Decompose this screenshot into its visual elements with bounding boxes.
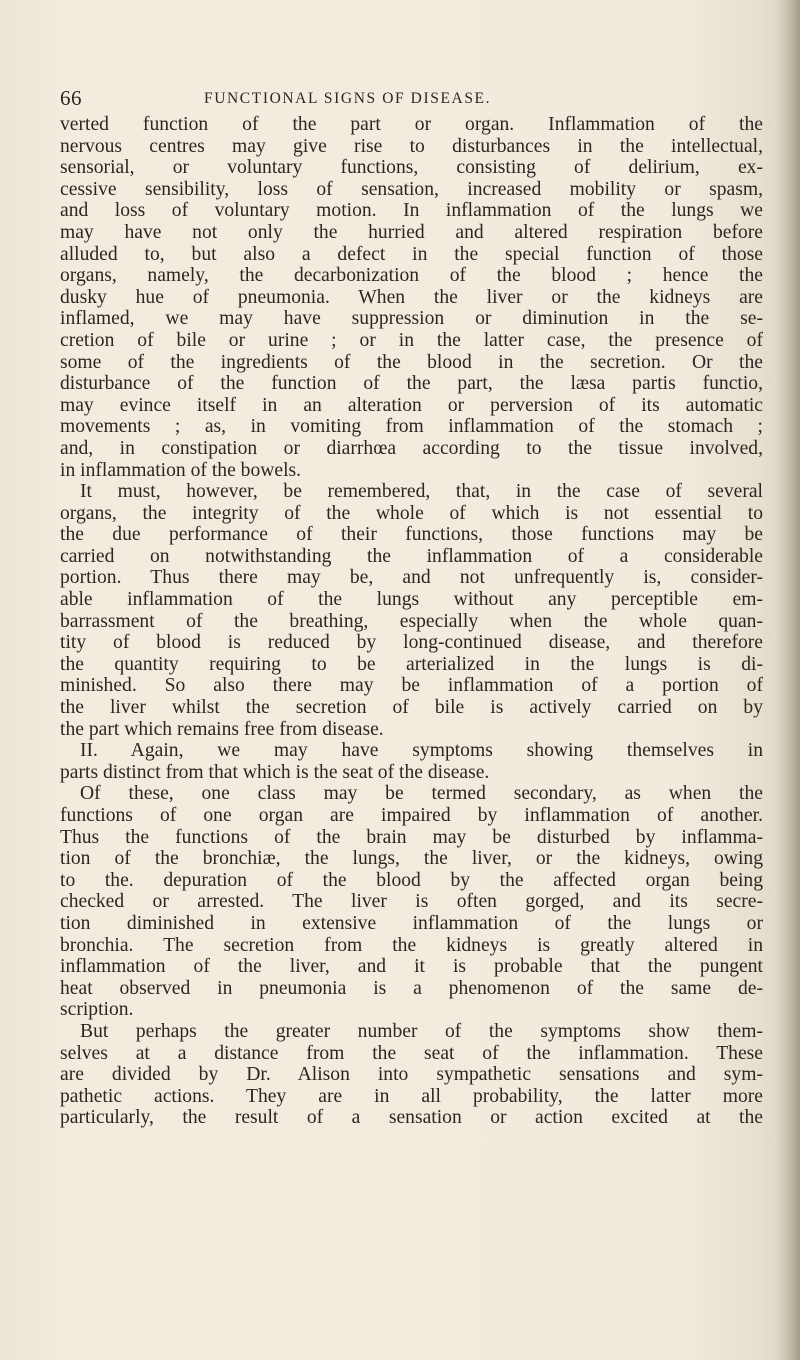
text-line: able inflammation of the lungs without any perceptible em- [60, 589, 763, 611]
text-line: pathetic actions. They are in all probability, the latter more [60, 1085, 763, 1107]
page-number: 66 [60, 86, 82, 110]
text-line: and loss of voluntary motion. In inflammation of the lungs we [60, 200, 763, 222]
running-title: FUNCTIONAL SIGNS OF DISEASE. [204, 90, 492, 107]
text-line: scription. [60, 999, 134, 1021]
text-line: heat observed in pneumonia is a phenomenon of the same de- [60, 977, 763, 999]
text-line: are divided by Dr. Alison into sympathetic sensations and sym- [60, 1064, 763, 1086]
text-line: But perhaps the greater number of the symptoms show them- [80, 1020, 763, 1042]
text-line: may evince itself in an alteration or perversion of its automatic [60, 394, 763, 416]
text-line: Of these, one class may be termed secondary, as when the [80, 783, 763, 805]
text-line: may have not only the hurried and altered respiration before [60, 221, 763, 243]
text-line: bronchia. The secretion from the kidneys is greatly altered in [60, 934, 763, 956]
text-line: barrassment of the breathing, especially when the whole quan- [60, 610, 763, 632]
text-line: sensorial, or voluntary functions, consisting of delirium, ex- [60, 157, 763, 179]
text-line: nervous centres may give rise to disturbances in the intellectual, [60, 135, 763, 157]
text-line: to the. depuration of the blood by the affected organ being [60, 869, 763, 891]
text-line: organs, the integrity of the whole of which is not essential to [60, 502, 763, 524]
text-line: It must, however, be remembered, that, in the case of several [80, 481, 763, 503]
body-text [60, 114, 763, 1129]
text-line: particularly, the result of a sensation or action excited at the [60, 1107, 763, 1129]
text-line: carried on notwithstanding the inflammation of a considerable [60, 545, 763, 567]
text-line: selves at a distance from the seat of the inflammation. These [60, 1042, 763, 1064]
text-line: inflammation of the liver, and it is probable that the pungent [60, 956, 763, 978]
text-line: alluded to, but also a defect in the special function of those [60, 243, 763, 265]
text-line: verted function of the part or organ. Inflammation of the [60, 114, 763, 135]
text-line: cretion of bile or urine ; or in the latter case, the presence of [60, 329, 763, 351]
text-line: tion of the bronchiæ, the lungs, the liver, or the kidneys, owing [60, 848, 763, 870]
text-line: movements ; as, in vomiting from inflammation of the stomach ; [60, 416, 763, 438]
text-line: cessive sensibility, loss of sensation, increased mobility or spasm, [60, 178, 763, 200]
text-line: functions of one organ are impaired by inflammation of another. [60, 805, 763, 826]
text-line: disturbance of the function of the part, the læsa partis functio, [60, 373, 763, 395]
text-line: parts distinct from that which is the seat of the disease. [60, 761, 490, 783]
text-line: the due performance of their functions, those functions may be [60, 524, 763, 546]
page-edge-shadow [774, 0, 800, 1360]
text-line: tion diminished in extensive inflammation of the lungs or [60, 912, 763, 934]
text-line: tity of blood is reduced by long-continued disease, and therefore [60, 632, 763, 654]
text-line: the liver whilst the secretion of bile is actively carried on by [60, 697, 763, 719]
text-line: inflamed, we may have suppression or diminution in the se- [60, 308, 763, 330]
text-line: II. Again, we may have symptoms showing themselves in [80, 740, 763, 762]
page-header [60, 86, 760, 116]
text-line: portion. Thus there may be, and not unfrequently is, consider- [60, 567, 763, 589]
text-line: organs, namely, the decarbonization of the blood ; hence the [60, 265, 763, 287]
text-line: Thus the functions of the brain may be disturbed by inflamma- [60, 826, 763, 848]
text-line: in inflammation of the bowels. [60, 459, 302, 481]
text-line: and, in constipation or diarrhœa according to the tissue involved, [60, 437, 763, 459]
text-line: checked or arrested. The liver is often gorged, and its secre- [60, 891, 763, 913]
text-line: the part which remains free from disease. [60, 718, 384, 740]
text-line: the quantity requiring to be arterialized in the lungs is di- [60, 653, 763, 675]
text-line: minished. So also there may be inflammation of a portion of [60, 675, 763, 697]
text-line: some of the ingredients of the blood in the secretion. Or the [60, 351, 763, 373]
text-line: dusky hue of pneumonia. When the liver or the kidneys are [60, 286, 763, 308]
